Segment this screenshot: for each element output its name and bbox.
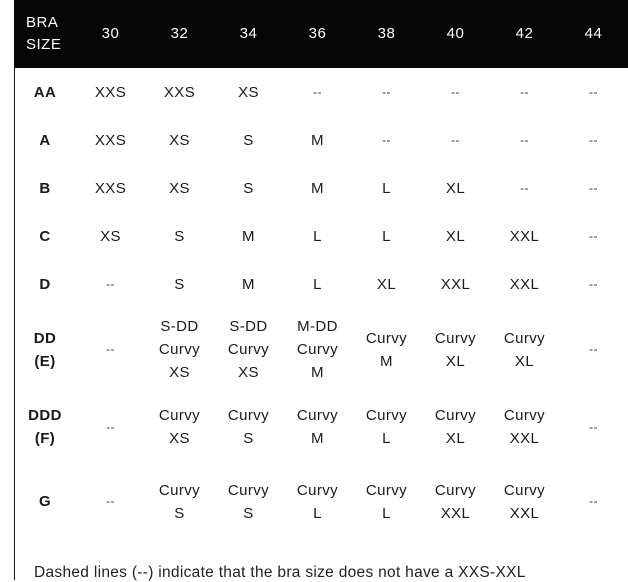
header-band: 44: [559, 0, 628, 68]
size-cell-line: Curvy: [365, 329, 408, 347]
size-cell: [559, 391, 628, 463]
size-cell-line: XXL: [509, 504, 540, 522]
size-cell-line: L: [313, 275, 322, 293]
size-cell-line: M: [311, 179, 324, 197]
header-bra-size: [14, 0, 76, 68]
row-label-line: C: [39, 227, 51, 245]
size-cell-line: Curvy: [503, 407, 546, 424]
header-band: 42: [490, 0, 559, 68]
size-cell-line: --: [589, 132, 598, 147]
size-cell: [283, 212, 352, 260]
size-cell: [352, 164, 421, 212]
row-label-line: DDD: [28, 407, 62, 424]
size-cell: [421, 164, 490, 212]
size-cell-line: Curvy: [227, 341, 270, 358]
size-cell-line: XS: [169, 430, 190, 447]
row-label-cup: [14, 212, 76, 260]
size-cell-line: Curvy: [434, 407, 477, 424]
size-cell-line: --: [451, 84, 460, 99]
size-cell: [145, 308, 214, 391]
size-cell: [559, 68, 628, 116]
size-cell-line: S: [243, 504, 254, 522]
size-cell-line: XXL: [509, 275, 540, 293]
size-cell-line: --: [589, 419, 598, 434]
size-cell-line: M: [311, 131, 324, 149]
size-cell-line: L: [313, 227, 322, 245]
header-band: 32: [145, 0, 214, 68]
size-cell: [214, 463, 283, 540]
size-cell-line: M: [311, 430, 324, 447]
size-cell-line: --: [520, 132, 529, 147]
header-bra-size-line: SIZE: [26, 36, 62, 53]
size-cell-line: S-DD: [160, 318, 199, 335]
size-cell-line: S: [174, 275, 185, 293]
row-label-line: (E): [34, 352, 56, 370]
size-cell-line: S: [174, 227, 185, 245]
row-label-cup: [14, 391, 76, 463]
size-cell-line: Curvy: [434, 481, 477, 499]
size-cell-line: XXS: [94, 179, 127, 197]
size-cell-line: --: [520, 84, 529, 99]
size-cell-line: Curvy: [227, 481, 270, 499]
size-cell-line: Curvy: [503, 481, 546, 499]
size-cell-line: --: [589, 180, 598, 195]
size-cell-line: M: [311, 364, 324, 381]
size-cell: [76, 260, 145, 308]
size-cell-line: --: [451, 132, 460, 147]
size-cell-line: --: [106, 419, 115, 434]
size-cell-line: Curvy: [296, 407, 339, 424]
size-cell: [283, 463, 352, 540]
size-cell-line: S: [243, 430, 254, 447]
size-cell: [283, 260, 352, 308]
row-label-cup: [14, 308, 76, 391]
size-cell: [421, 260, 490, 308]
table-row: [14, 463, 628, 540]
size-cell-line: Curvy: [296, 341, 339, 358]
size-cell: [145, 260, 214, 308]
size-cell: [559, 463, 628, 540]
size-cell: [145, 164, 214, 212]
table-row: [14, 212, 628, 260]
row-label-cup: [14, 463, 76, 540]
size-cell-line: XS: [169, 364, 190, 381]
row-label-line: (F): [34, 430, 56, 447]
size-cell-line: L: [313, 504, 322, 522]
size-cell: [559, 308, 628, 391]
size-cell-line: XXL: [509, 227, 540, 245]
size-cell-line: --: [589, 228, 598, 243]
size-cell: [490, 391, 559, 463]
size-cell-line: Curvy: [158, 481, 201, 499]
size-cell: [490, 463, 559, 540]
row-label-cup: [14, 116, 76, 164]
size-cell-line: --: [520, 180, 529, 195]
size-cell-line: Curvy: [503, 329, 546, 347]
size-cell-line: M-DD: [297, 318, 338, 335]
size-cell-line: Curvy: [434, 329, 477, 347]
size-cell: [145, 212, 214, 260]
size-cell: [352, 391, 421, 463]
row-label-cup: [14, 260, 76, 308]
size-cell: [214, 116, 283, 164]
size-cell-line: Curvy: [296, 481, 339, 499]
header-band: 30: [76, 0, 145, 68]
size-cell: [421, 68, 490, 116]
size-cell: [490, 260, 559, 308]
size-cell: [490, 164, 559, 212]
size-cell-line: --: [313, 84, 322, 99]
size-cell-line: Curvy: [158, 341, 201, 358]
size-cell: [490, 116, 559, 164]
size-cell: [214, 260, 283, 308]
size-cell-line: --: [589, 494, 598, 508]
size-cell-line: --: [382, 132, 391, 147]
header-band: 40: [421, 0, 490, 68]
size-cell: [559, 116, 628, 164]
table-row: [14, 391, 628, 463]
size-cell: [76, 164, 145, 212]
size-cell-line: Curvy: [158, 407, 201, 424]
size-cell: [76, 68, 145, 116]
size-cell-line: --: [106, 494, 115, 508]
size-cell: [559, 260, 628, 308]
size-cell-line: XXS: [94, 131, 127, 149]
size-cell: [421, 391, 490, 463]
size-cell-line: XXL: [509, 430, 540, 447]
size-cell-line: M: [380, 352, 393, 370]
size-cell-line: XS: [238, 83, 259, 101]
size-cell-line: M: [242, 275, 255, 293]
size-cell-line: XXS: [163, 83, 196, 101]
size-cell-line: L: [382, 227, 391, 245]
size-cell: [283, 68, 352, 116]
size-cell: [352, 68, 421, 116]
size-cell: [421, 463, 490, 540]
table-row: [14, 260, 628, 308]
size-cell-line: XL: [445, 430, 466, 447]
row-label-line: AA: [33, 83, 57, 101]
size-cell-line: S-DD: [229, 318, 268, 335]
size-cell-line: XXS: [94, 83, 127, 101]
size-cell: [490, 212, 559, 260]
size-cell: [76, 308, 145, 391]
row-label-line: A: [39, 131, 51, 149]
size-table: [14, 0, 628, 540]
table-row: [14, 164, 628, 212]
size-cell-line: XS: [238, 364, 259, 381]
row-label-cup: [14, 164, 76, 212]
size-cell-line: XS: [169, 131, 190, 149]
size-cell: [214, 164, 283, 212]
table-row: [14, 68, 628, 116]
size-cell: [214, 68, 283, 116]
row-label-line: G: [38, 493, 52, 510]
size-cell-line: L: [382, 504, 391, 522]
size-cell: [145, 463, 214, 540]
size-cell-line: --: [589, 276, 598, 291]
size-cell: [421, 116, 490, 164]
size-cell-line: XL: [445, 179, 466, 197]
size-cell: [283, 116, 352, 164]
size-cell-line: S: [174, 504, 185, 522]
table-row: [14, 116, 628, 164]
size-cell-line: --: [382, 84, 391, 99]
size-cell-line: XL: [445, 352, 466, 370]
size-cell-line: XXL: [440, 275, 471, 293]
size-cell-line: S: [243, 131, 254, 149]
size-cell: [283, 308, 352, 391]
size-cell: [76, 212, 145, 260]
size-cell: [214, 212, 283, 260]
size-cell: [352, 116, 421, 164]
size-cell-line: --: [589, 342, 598, 356]
size-cell: [421, 212, 490, 260]
size-cell-line: XS: [169, 179, 190, 197]
size-cell: [559, 164, 628, 212]
size-cell: [283, 164, 352, 212]
size-cell-line: L: [382, 430, 391, 447]
size-cell: [283, 391, 352, 463]
row-label-line: D: [39, 275, 51, 293]
size-cell: [145, 68, 214, 116]
size-cell-line: XXL: [440, 504, 471, 522]
size-cell: [421, 308, 490, 391]
size-cell-line: XL: [376, 275, 397, 293]
size-cell-line: M: [242, 227, 255, 245]
size-cell: [76, 463, 145, 540]
header-bra-size-line: BRA: [26, 14, 59, 31]
size-cell-line: Curvy: [365, 481, 408, 499]
size-cell: [559, 212, 628, 260]
table-row: [14, 308, 628, 391]
size-cell: [214, 391, 283, 463]
size-cell: [352, 260, 421, 308]
size-cell-line: S: [243, 179, 254, 197]
header-band: 34: [214, 0, 283, 68]
header-band: 38: [352, 0, 421, 68]
size-cell: [352, 308, 421, 391]
size-cell: [145, 116, 214, 164]
row-label-line: B: [39, 179, 51, 197]
size-cell-line: XL: [514, 352, 535, 370]
size-cell: [352, 463, 421, 540]
size-cell: [145, 391, 214, 463]
size-cell: [76, 116, 145, 164]
row-label-line: DD: [33, 329, 57, 347]
size-cell-line: --: [106, 276, 115, 291]
size-cell-line: Curvy: [365, 407, 408, 424]
footnote: Dashed lines (--) indicate that the bra size does not have a XXS-XXL: [34, 564, 526, 581]
size-cell-line: XS: [100, 227, 121, 245]
size-cell-line: Curvy: [227, 407, 270, 424]
size-cell: [490, 308, 559, 391]
header-band: 36: [283, 0, 352, 68]
header-row: [14, 0, 628, 68]
size-cell: [76, 391, 145, 463]
size-cell: [490, 68, 559, 116]
size-cell-line: L: [382, 179, 391, 197]
size-cell: [214, 308, 283, 391]
size-cell-line: --: [106, 342, 115, 356]
row-label-cup: [14, 68, 76, 116]
size-cell: [352, 212, 421, 260]
size-cell-line: XL: [445, 227, 466, 245]
size-cell-line: --: [589, 84, 598, 99]
